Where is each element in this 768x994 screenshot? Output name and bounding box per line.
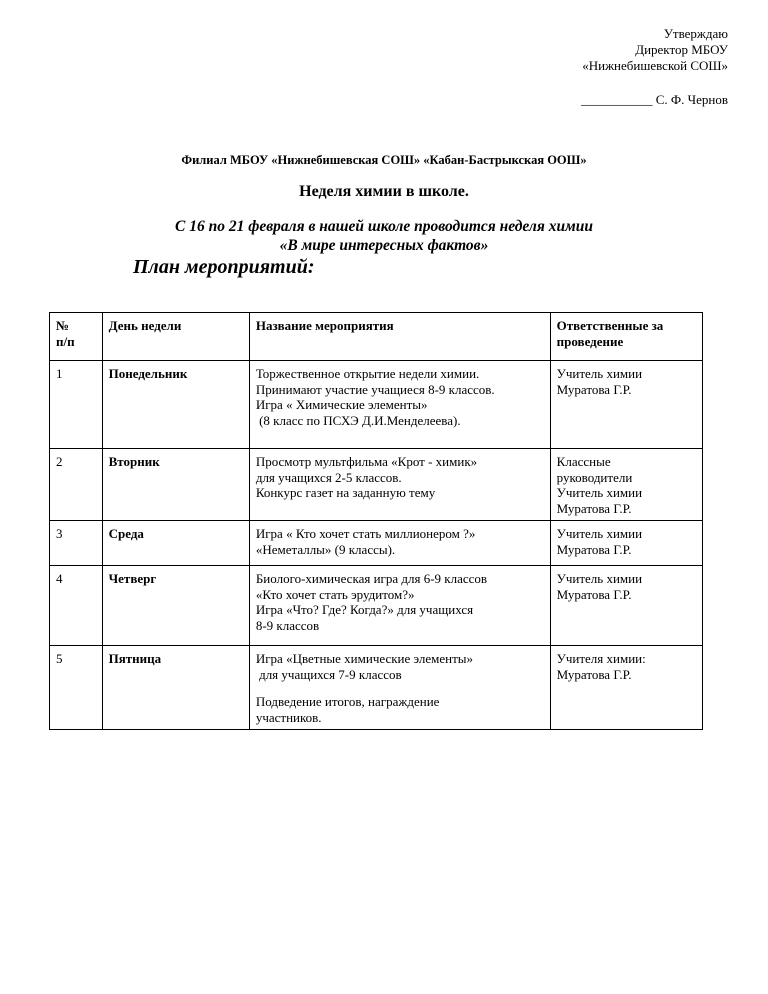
row-responsible — [550, 566, 702, 646]
events-table — [49, 312, 703, 730]
row-day: Вторник — [102, 449, 249, 521]
row-responsible — [550, 449, 702, 521]
row-event — [249, 646, 550, 730]
table-row — [50, 566, 703, 646]
resp-line: руководители — [556, 469, 633, 485]
row-num: 1 — [50, 361, 103, 449]
header-num — [50, 313, 103, 361]
event-line: Биолого-химическая игра для 6-9 классов — [255, 571, 488, 586]
header-day: День недели — [102, 313, 249, 361]
resp-line: Учитель химии — [556, 485, 643, 500]
row-day: Среда — [102, 521, 249, 566]
header-event: Название мероприятия — [249, 313, 550, 361]
approval-line-1: Утверждаю — [663, 26, 728, 41]
event-line: «Кто хочет стать эрудитом?» — [255, 586, 415, 602]
row-event — [249, 449, 550, 521]
table-header-row — [50, 313, 703, 361]
intro-text — [0, 217, 768, 255]
approval-line-3: «Нижнебишевской СОШ» — [582, 58, 728, 73]
branch-title: Филиал МБОУ «Нижнебишевская СОШ» «Кабан-Бастрыкская ООШ» — [181, 153, 587, 167]
event-line: Конкурс газет на заданную тему — [255, 485, 436, 500]
event-line: Принимают участие учащиеся 8-9 классов. — [255, 381, 495, 397]
row-responsible — [550, 646, 702, 730]
header-resp-line: проведение — [556, 333, 624, 349]
event-line: для учащихся 2-5 классов. — [255, 469, 402, 485]
plan-title: План мероприятий: — [133, 256, 315, 278]
resp-line: Учитель химии — [556, 526, 643, 541]
intro-line-1: С 16 по 21 февраля в нашей школе проводится неделя химии — [175, 218, 593, 235]
event-line: Подведение итогов, награждение — [255, 694, 440, 709]
resp-line: Муратова Г.Р. — [556, 541, 632, 557]
table-row — [50, 521, 703, 566]
event-line: (8 класс по ПСХЭ Д.И.Менделеева). — [255, 412, 461, 428]
week-title: Неделя химии в школе. — [299, 183, 469, 200]
resp-line: Учителя химии: — [556, 651, 646, 666]
row-num: 5 — [50, 646, 103, 730]
resp-line: Классные — [556, 454, 611, 469]
event-line: участников. — [255, 709, 322, 725]
header-num-line: № — [56, 318, 70, 333]
row-num: 4 — [50, 566, 103, 646]
row-num: 2 — [50, 449, 103, 521]
event-line: Торжественное открытие недели химии. — [255, 366, 480, 381]
event-line: Игра « Кто хочет стать миллионером ?» — [255, 526, 476, 541]
row-event — [249, 566, 550, 646]
row-day: Четверг — [102, 566, 249, 646]
approval-signature: ___________ С. Ф. Чернов — [580, 92, 728, 107]
event-line: Игра «Цветные химические элементы» — [255, 651, 473, 666]
row-event — [249, 521, 550, 566]
table-row — [50, 646, 703, 730]
table-row — [50, 361, 703, 449]
row-day: Пятница — [102, 646, 249, 730]
row-responsible — [550, 361, 702, 449]
resp-line: Муратова Г.Р. — [556, 500, 632, 516]
event-line: Просмотр мультфильма «Крот - химик» — [255, 454, 478, 469]
header-num-line: п/п — [56, 333, 75, 349]
event-line: 8-9 классов — [255, 617, 320, 633]
resp-line: Учитель химии — [556, 571, 643, 586]
row-event — [249, 361, 550, 449]
spacer — [256, 682, 544, 694]
intro-line-2: «В мире интересных фактов» — [279, 237, 489, 254]
event-line: «Неметаллы» (9 классы). — [255, 541, 396, 557]
event-line: Игра « Химические элементы» — [255, 397, 428, 412]
approval-line-2: Директор МБОУ — [635, 42, 728, 57]
resp-line: Учитель химии — [556, 366, 643, 381]
table-row — [50, 449, 703, 521]
resp-line: Муратова Г.Р. — [556, 666, 632, 682]
event-line: для учащихся 7-9 классов — [255, 666, 402, 682]
resp-line: Муратова Г.Р. — [556, 381, 632, 397]
header-responsible — [550, 313, 702, 361]
header-resp-line: Ответственные за — [556, 318, 664, 333]
row-num: 3 — [50, 521, 103, 566]
row-responsible — [550, 521, 702, 566]
row-day: Понедельник — [102, 361, 249, 449]
resp-line: Муратова Г.Р. — [556, 586, 632, 602]
event-line: Игра «Что? Где? Когда?» для учащихся — [255, 602, 474, 617]
approval-block — [581, 26, 728, 108]
